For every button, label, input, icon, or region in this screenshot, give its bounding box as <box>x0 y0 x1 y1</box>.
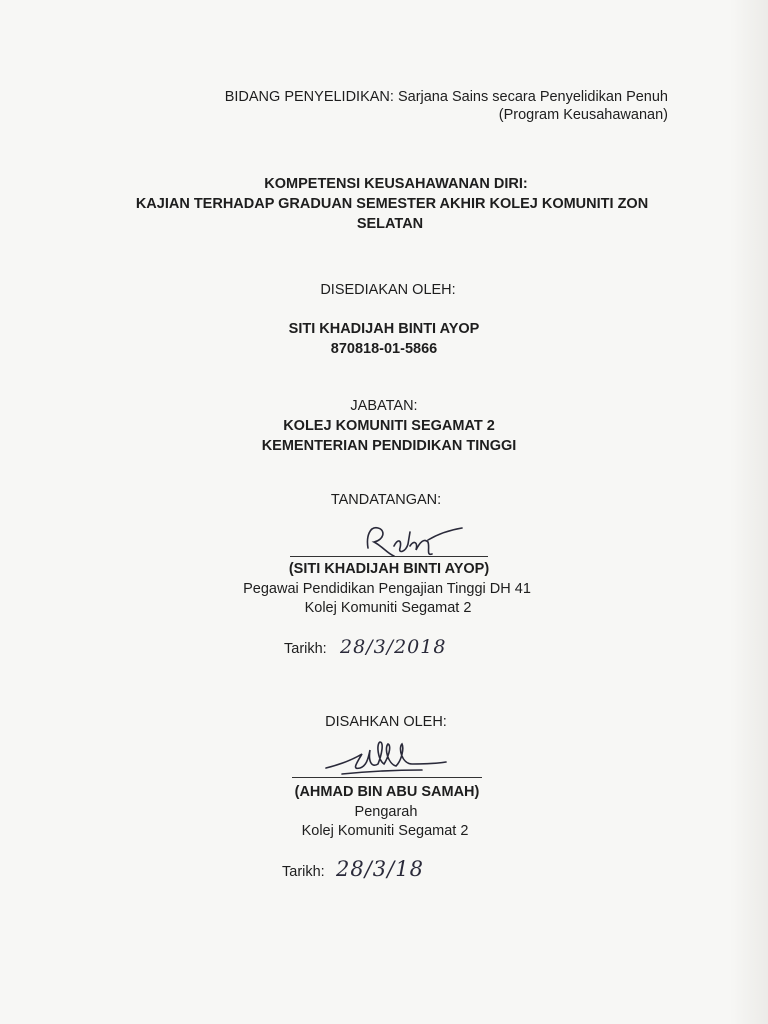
department-line-2: KEMENTERIAN PENDIDIKAN TINGGI <box>261 438 517 454</box>
signature-line-2 <box>292 777 482 778</box>
program-line: (Program Keusahawanan) <box>498 107 668 123</box>
author-signature <box>358 518 468 564</box>
page-edge-shadow <box>730 0 768 1024</box>
signature-label: TANDATANGAN: <box>330 492 442 508</box>
date-label-1: Tarikh: <box>284 641 327 657</box>
date-label-2: Tarikh: <box>282 864 325 880</box>
research-field-line: BIDANG PENYELIDIKAN: Sarjana Sains secara Penyelidikan Penuh <box>224 89 668 105</box>
title-line-1: KOMPETENSI KEUSAHAWANAN DIRI: <box>264 176 528 192</box>
approved-by-label: DISAHKAN OLEH: <box>325 714 447 730</box>
title-line-3: SELATAN <box>356 216 424 232</box>
prepared-by-label: DISEDIAKAN OLEH: <box>320 282 456 298</box>
title-line-2: KAJIAN TERHADAP GRADUAN SEMESTER AKHIR KOLEJ KOMUNITI ZON <box>135 196 649 212</box>
approver-institution: Kolej Komuniti Segamat 2 <box>301 823 469 839</box>
approver-signature-name: (AHMAD BIN ABU SAMAH) <box>294 784 480 800</box>
department-label: JABATAN: <box>350 398 418 414</box>
date-value-2: 28/3/18 <box>336 857 424 881</box>
author-id-number: 870818-01-5866 <box>330 341 438 357</box>
author-position: Pegawai Pendidikan Pengajian Tinggi DH 41 <box>243 581 531 597</box>
approver-position: Pengarah <box>354 804 418 820</box>
author-name: SITI KHADIJAH BINTI AYOP <box>288 321 480 337</box>
date-value-1: 28/3/2018 <box>340 636 447 658</box>
author-signature-name: (SITI KHADIJAH BINTI AYOP) <box>288 561 490 577</box>
approver-signature <box>322 734 452 780</box>
author-institution: Kolej Komuniti Segamat 2 <box>304 600 472 616</box>
signature-line-1 <box>290 556 488 557</box>
department-line-1: KOLEJ KOMUNITI SEGAMAT 2 <box>283 418 495 434</box>
